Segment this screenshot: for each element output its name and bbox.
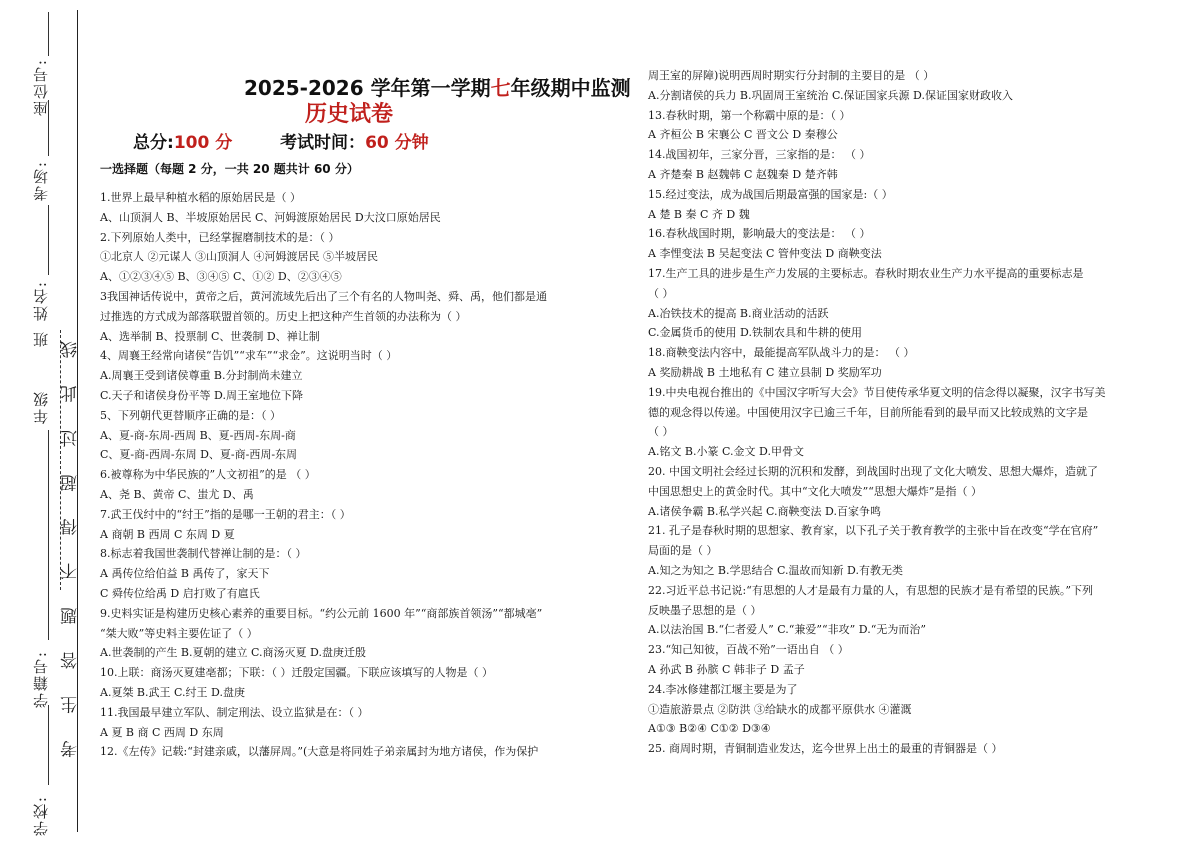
question-line: 17.生产工具的进步是生产力发展的主要标志。春秋时期农业生产力水平提高的重要标志是 bbox=[648, 266, 1084, 280]
options-line: A.以法治国 B.“仁者爱人” C.“兼爱”“非攻” D.“无为而治” bbox=[648, 623, 926, 637]
score-value: 100 分 bbox=[173, 133, 233, 153]
section-heading: 一选择题（每题 2 分，一共 20 题共计 60 分） bbox=[100, 162, 359, 176]
question-line: 德的观念得以传递。中国使用汉字已逾三千年，目前所能看到的最早而又比较成熟的文字是 bbox=[648, 405, 1088, 419]
question-line: 4、周襄王经常向诸侯“告饥”“求车”“求金”。这说明当时（ ） bbox=[100, 349, 398, 363]
options-line: A、山顶洞人 B、半坡原始居民 C、河姆渡原始居民 D大汶口原始居民 bbox=[100, 210, 441, 224]
question-line: （ ） bbox=[648, 286, 674, 300]
options-line: A 夏 B 商 C 西周 D 东周 bbox=[100, 725, 224, 739]
options-line: A①③ B②④ C①② D③④ bbox=[648, 722, 771, 736]
question-line: 10.上联：商汤灭夏建亳都；下联：（ ）迁殷定国疆。下联应该填写的人物是（ ） bbox=[100, 666, 493, 680]
title-suffix: 年级期中监测 bbox=[510, 76, 631, 100]
class-label: 班 bbox=[32, 330, 50, 347]
exam-subtitle: 历史试卷 bbox=[305, 102, 394, 127]
options-line: A.知之为知之 B.学思结合 C.温故而知新 D.有教无类 bbox=[648, 563, 903, 577]
grade-label: 年级 bbox=[32, 390, 50, 424]
title-grade: 七 bbox=[490, 76, 511, 100]
options-line: A 商朝 B 西周 C 东周 D 夏 bbox=[100, 527, 235, 541]
options-line: ①北京人 ②元谋人 ③山顶洞人 ④河姆渡居民 ⑤半坡居民 bbox=[100, 250, 378, 264]
question-line: 22.习近平总书记说:“有思想的人才是最有力量的人，有思想的民族才是有希望的民族。”下列 bbox=[648, 583, 1093, 597]
question-line: 局面的是（ ） bbox=[648, 544, 718, 558]
options-line: A、夏-商-东周-西周 B、夏-西周-东周-商 bbox=[100, 428, 296, 442]
name-label: 姓名: bbox=[32, 280, 50, 322]
question-line: 过推选的方式成为部落联盟首领的。历史上把这种产生首领的办法称为（ ） bbox=[100, 309, 467, 323]
time-value: 60 分钟 bbox=[365, 133, 429, 153]
options-line: A.夏桀 B.武王 C.纣王 D.盘庚 bbox=[100, 685, 245, 699]
options-line: A 奖励耕战 B 土地私有 C 建立县制 D 奖励军功 bbox=[648, 365, 882, 379]
school-label: 学校: bbox=[32, 795, 50, 837]
options-line: C.天子和诸侯身份平等 D.周王室地位下降 bbox=[100, 388, 303, 402]
question-line: 15.经过变法，成为战国后期最富强的国家是:（ ） bbox=[648, 187, 893, 201]
question-line: 1.世界上最早种植水稻的原始居民是（ ） bbox=[100, 191, 301, 204]
name-field-line bbox=[48, 205, 49, 275]
options-line: C、夏-商-西周-东周 D、夏-商-西周-东周 bbox=[100, 448, 298, 462]
question-line: 9.史料实证是构建历史核心素养的重要目标。“约公元前 1600 年”“商部族首领汤”“都城亳” bbox=[100, 606, 543, 620]
options-line: A.诸侯争霸 B.私学兴起 C.商鞅变法 D.百家争鸣 bbox=[648, 504, 881, 518]
options-line: A.周襄王受到诸侯尊重 B.分封制尚未建立 bbox=[100, 369, 303, 383]
options-line: C 舜传位给禹 D 启打败了有扈氏 bbox=[100, 586, 260, 600]
question-line: 8.标志着我国世袭制代替禅让制的是：（ ） bbox=[100, 547, 307, 561]
question-line: 6.被尊称为中华民族的”人文初祖”的是 （ ） bbox=[100, 468, 316, 482]
options-line: A.分割诸侯的兵力 B.巩固周王室统治 C.保证国家兵源 D.保证国家财政收入 bbox=[648, 88, 1013, 102]
question-line: 16.春秋战国时期，影响最大的变法是： （ ） bbox=[648, 227, 871, 241]
question-line: 12.《左传》记载:“封建亲戚，以藩屏周。”(大意是将同姓子弟亲属封为地方诸侯，作为保护 bbox=[100, 745, 539, 759]
question-line: “桀大败”等史料主要佐证了（ ） bbox=[100, 626, 258, 640]
question-line: 反映墨子思想的是（ ） bbox=[648, 603, 762, 617]
grade-field-line bbox=[48, 430, 49, 640]
question-line: 23.“知己知彼，百战不殆”一语出自 （ ） bbox=[648, 643, 849, 657]
student-no-label: 学籍号: bbox=[32, 650, 50, 709]
options-line: A 孙武 B 孙膑 C 韩非子 D 孟子 bbox=[648, 662, 805, 676]
left-column bbox=[100, 188, 635, 762]
question-line: 中国思想史上的黄金时代。其中“文化大喷发”“思想大爆炸”是指（ ） bbox=[648, 484, 982, 498]
question-line: 13.春秋时期，第一个称霸中原的是：（ ） bbox=[648, 108, 851, 122]
right-column bbox=[648, 66, 1158, 759]
question-line: 11.我国最早建立军队、制定刑法、设立监狱是在：（ ） bbox=[100, 705, 369, 719]
question-line: 25. 商周时期，青铜制造业发达，迄今世界上出土的最重的青铜器是（ ） bbox=[648, 742, 1003, 756]
question-line: 21. 孔子是春秋时期的思想家、教育家，以下孔子关于教育教学的主张中旨在改变“学在官府” bbox=[648, 524, 1099, 538]
options-line: A.世袭制的产生 B.夏朝的建立 C.商汤灭夏 D.盘庚迁殷 bbox=[100, 646, 366, 660]
score-label: 总分: bbox=[133, 133, 174, 153]
question-line: （ ） bbox=[648, 425, 674, 439]
question-line: 24.李冰修建都江堰主要是为了 bbox=[648, 682, 798, 696]
question-line: 周王室的屏障)说明西周时期实行分封制的主要目的是 （ ） bbox=[648, 69, 935, 82]
exam-title bbox=[244, 72, 631, 101]
exam-meta bbox=[133, 128, 429, 153]
options-line: C.金属货币的使用 D.铁制农具和牛耕的使用 bbox=[648, 326, 862, 340]
options-line: A、尧 B、黄帝 C、蚩尤 D、禹 bbox=[100, 487, 254, 501]
seal-warning-text: 考 生 答 题 不 得 超 过 此 线 bbox=[61, 330, 81, 758]
options-line: A.铭文 B.小篆 C.金文 D.甲骨文 bbox=[648, 445, 804, 459]
room-field-line bbox=[48, 100, 49, 156]
options-line: A.冶铁技术的提高 B.商业活动的活跃 bbox=[648, 306, 829, 320]
seat-field-line bbox=[48, 12, 49, 56]
title-prefix: 2025-2026 学年第一学期 bbox=[244, 76, 491, 100]
question-line: 2.下列原始人类中，已经掌握磨制技术的是：（ ） bbox=[100, 230, 340, 244]
options-line: A 禹传位给伯益 B 禹传了，家天下 bbox=[100, 567, 270, 581]
room-label: 考场: bbox=[32, 160, 50, 202]
options-line: A 齐桓公 B 宋襄公 C 晋文公 D 秦穆公 bbox=[648, 128, 838, 142]
question-line: 14.战国初年，三家分晋，三家指的是： （ ） bbox=[648, 148, 871, 162]
options-line: A 齐楚秦 B 赵魏韩 C 赵魏秦 D 楚齐韩 bbox=[648, 167, 838, 181]
options-line: A、①②③④⑤ B、③④⑤ C、①② D、②③④⑤ bbox=[100, 270, 342, 284]
question-line: 19.中央电视台推出的《中国汉字听写大会》节目使传承华夏文明的信念得以凝聚，汉字书写美 bbox=[648, 385, 1106, 399]
options-line: A 李悝变法 B 吴起变法 C 管仲变法 D 商鞅变法 bbox=[648, 247, 882, 261]
time-label: 考试时间： bbox=[280, 133, 366, 153]
seat-label: 座位号: bbox=[32, 58, 50, 117]
options-line: A、选举制 B、投票制 C、世袭制 D、禅让制 bbox=[100, 329, 320, 343]
student-no-field-line bbox=[48, 705, 49, 785]
question-line: 5、下列朝代更替顺序正确的是：（ ） bbox=[100, 408, 281, 422]
question-line: 3我国神话传说中，黄帝之后，黄河流域先后出了三个有名的人物叫尧、舜、禹，他们都是通 bbox=[100, 289, 547, 303]
options-line: ①造旅游景点 ②防洪 ③给缺水的成都平原供水 ④灌溉 bbox=[648, 702, 912, 716]
options-line: A 楚 B 秦 C 齐 D 魏 bbox=[648, 207, 750, 221]
question-line: 7.武王伐纣中的“纣王”指的是哪一王朝的君主：（ ） bbox=[100, 507, 351, 521]
question-line: 18.商鞅变法内容中，最能提高军队战斗力的是： （ ） bbox=[648, 346, 915, 360]
question-line: 20. 中国文明社会经过长期的沉积和发酵，到战国时出现了文化大喷发、思想大爆炸，造就了 bbox=[648, 464, 1098, 478]
